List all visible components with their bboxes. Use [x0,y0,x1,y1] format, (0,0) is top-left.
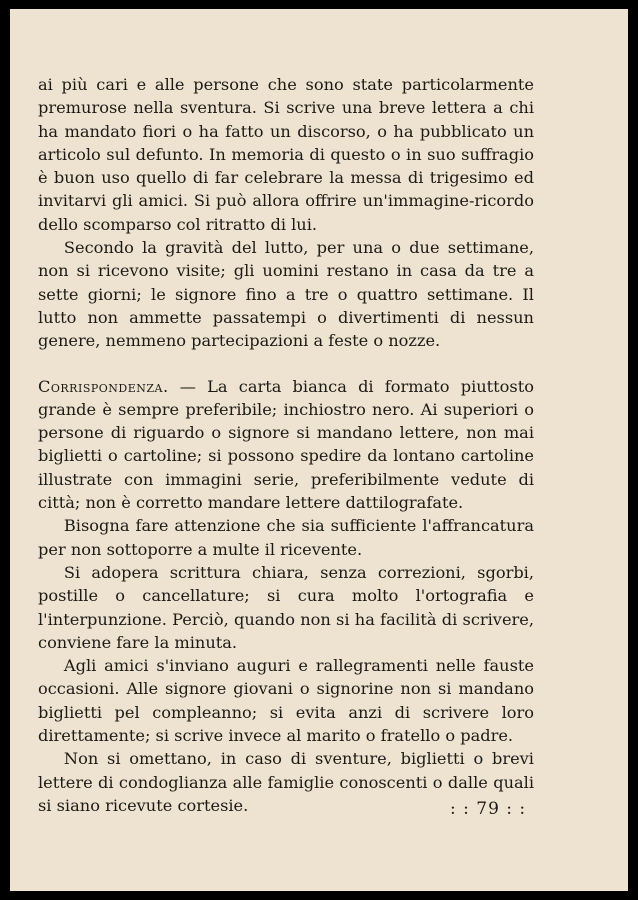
book-page [10,9,628,891]
paragraph-mourning-letters: ai più cari e alle persone che sono state particolarmente premurose nella sventura. Si scrive una breve lettera a chi ha mandato fiori o ha fatto un discorso, o ha pubblicato un articolo sul defunto. In memoria di questo o in suo suffragio è buon uso quello di far celebrare la messa di trigesimo ed invitarvi gli amici. Si può allora offrire un'immagine-ricordo dello scomparso col ritratto di lui. [38,75,534,234]
body-text [38,73,534,817]
paragraph-handwriting: Si adopera scrittura chiara, senza correzioni, sgorbi, postille o cancellature; si cura molto l'ortografia e l'interpunzione. Perciò, quando non si ha facilità di scrivere, conviene fare la minuta. [38,562,534,652]
page-number: : : 79 : : [450,799,527,819]
paragraph-correspondence [38,375,534,515]
paragraph-mourning-visits: Secondo la gravità del lutto, per una o due settimane, non si ricevono visite; gli uomini restano in casa da tre a sette giorni; le signore fino a tre o quattro settimane. Il lutto non ammette passatempi o divertimenti di nessun genere, nemmeno partecipazioni a feste o nozze. [38,238,534,351]
paragraph-condolences: Non si omettano, in caso di sventure, biglietti o brevi lettere di condoglianza alle famiglie conoscenti o dalle quali si siano ricevute cortesie. [38,749,534,815]
paragraph-greetings: Agli amici s'inviano auguri e rallegramenti nelle fauste occasioni. Alle signore giovani o signorine non si mandano biglietti pel compleanno; si evita anzi di scrivere loro direttamente; si scrive invece al marito o fratello o padre. [38,656,534,746]
paragraph-postage: Bisogna fare attenzione che sia sufficiente l'affrancatura per non sottoporre a multe il ricevente. [38,516,534,559]
section-heading: Corrispondenza. [38,376,169,396]
section-intro: — La carta bianca di formato piuttosto grande è sempre preferibile; inchiostro nero. Ai superiori o persone di riguardo o signore si mandano lettere, non mai biglietti o cartoline; si possono spedire da lontano cartoline illustrate con immagini serie, preferibilmente vedute di città; non è corretto mandare lettere dattilografate. [38,376,534,513]
